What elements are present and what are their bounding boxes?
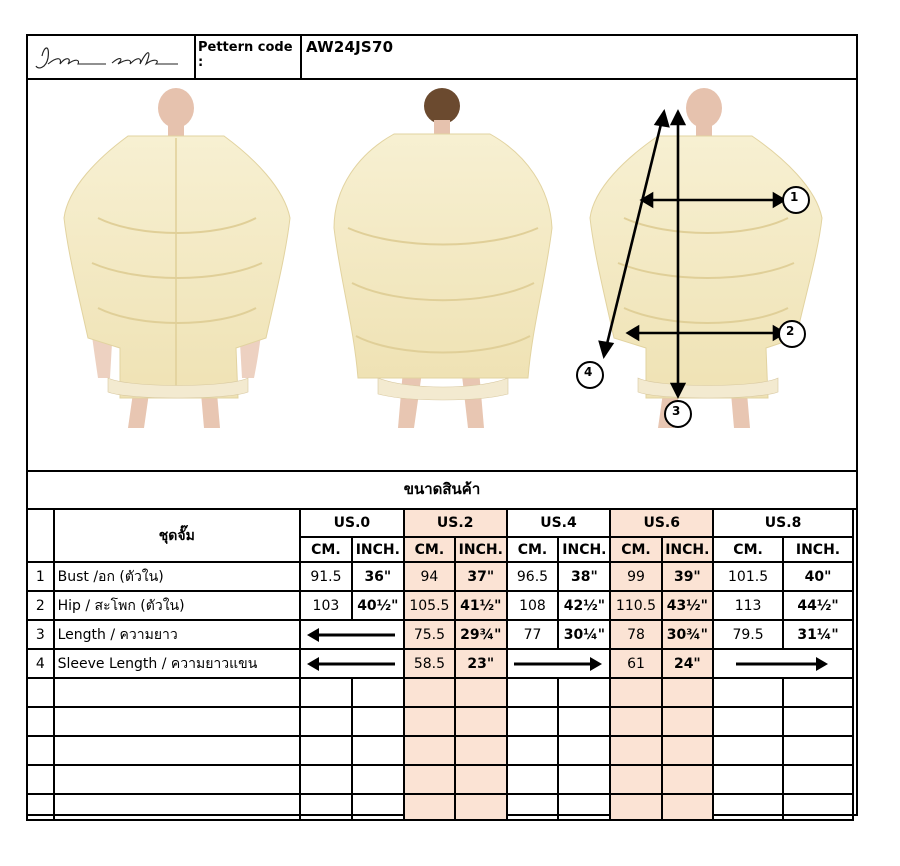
marker-3-label: 3 [672,404,681,418]
cell-cm: 108 [507,591,559,620]
cell-cm: 110.5 [610,591,661,620]
size-header-us8: US.8 [713,509,853,537]
size-header-us2: US.2 [404,509,507,537]
table-row [27,562,853,591]
cell-inch: 39" [662,562,714,591]
cell-cm: 105.5 [404,591,455,620]
unit-cm: CM. [507,537,559,562]
cell-inch: 29¾" [455,620,507,649]
empty-row [27,736,853,765]
same-as-left-arrow [300,620,404,649]
cell-cm: 99 [610,562,661,591]
cell-inch: 30¾" [662,620,714,649]
unit-cm: CM. [404,537,455,562]
front-view-figure [64,88,290,428]
cell-inch: 40½" [352,591,404,620]
row-label: Sleeve Length / ความยาวแขน [54,649,300,678]
size-chart-title: ขนาดสินค้า [28,470,856,510]
corner-cell [27,509,54,562]
pattern-code-value: AW24JS70 [306,38,394,56]
empty-row [27,678,853,707]
cell-inch: 37" [455,562,507,591]
unit-cm: CM. [610,537,661,562]
measurement-figure [577,88,822,428]
cell-cm: 103 [300,591,352,620]
cell-cm: 94 [404,562,455,591]
table-row [27,591,853,620]
row-number: 1 [27,562,54,591]
row-label: Length / ความยาว [54,620,300,649]
empty-row [27,707,853,736]
cell-cm: 75.5 [404,620,455,649]
same-as-right-arrow [507,649,611,678]
size-table [26,508,854,821]
row-number: 2 [27,591,54,620]
unit-cm: CM. [300,537,352,562]
cell-inch: 43½" [662,591,714,620]
table-row [27,649,853,678]
cell-inch: 40" [783,562,853,591]
category-header: ชุดจั๊ม [54,509,300,562]
cell-inch: 24" [662,649,714,678]
unit-inch: INCH. [455,537,507,562]
cell-cm: 101.5 [713,562,783,591]
row-number: 4 [27,649,54,678]
brand-logo [28,36,196,78]
cell-cm: 79.5 [713,620,783,649]
size-header-us4: US.4 [507,509,611,537]
size-header-us0: US.0 [300,509,404,537]
row-label: Bust /อก (ตัวใน) [54,562,300,591]
cell-inch: 42½" [558,591,610,620]
pattern-code-label: Pettern code : [194,36,302,78]
marker-1-label: 1 [790,190,799,204]
cell-cm: 61 [610,649,661,678]
cell-cm: 78 [610,620,661,649]
cell-inch: 23" [455,649,507,678]
same-as-left-arrow [300,649,404,678]
empty-row [27,765,853,794]
unit-cm: CM. [713,537,783,562]
cell-inch: 38" [558,562,610,591]
row-label: Hip / สะโพก (ตัวใน) [54,591,300,620]
cell-inch: 44½" [783,591,853,620]
size-header-us6: US.6 [610,509,713,537]
cell-cm: 58.5 [404,649,455,678]
cell-inch: 31¼" [783,620,853,649]
cell-inch: 41½" [455,591,507,620]
size-chart-sheet [26,34,858,816]
marker-4-label: 4 [584,365,593,379]
cell-cm: 91.5 [300,562,352,591]
unit-inch: INCH. [662,537,714,562]
product-photos [28,78,856,472]
unit-inch: INCH. [783,537,853,562]
empty-row [27,794,853,820]
marker-2-label: 2 [786,324,795,338]
unit-inch: INCH. [352,537,404,562]
cell-cm: 96.5 [507,562,559,591]
cell-inch: 30¼" [558,620,610,649]
header-row [28,36,856,80]
cell-inch: 36" [352,562,404,591]
unit-inch: INCH. [558,537,610,562]
cell-cm: 77 [507,620,559,649]
table-row [27,620,853,649]
cell-cm: 113 [713,591,783,620]
same-as-right-arrow [713,649,853,678]
back-view-figure [334,88,552,428]
row-number: 3 [27,620,54,649]
